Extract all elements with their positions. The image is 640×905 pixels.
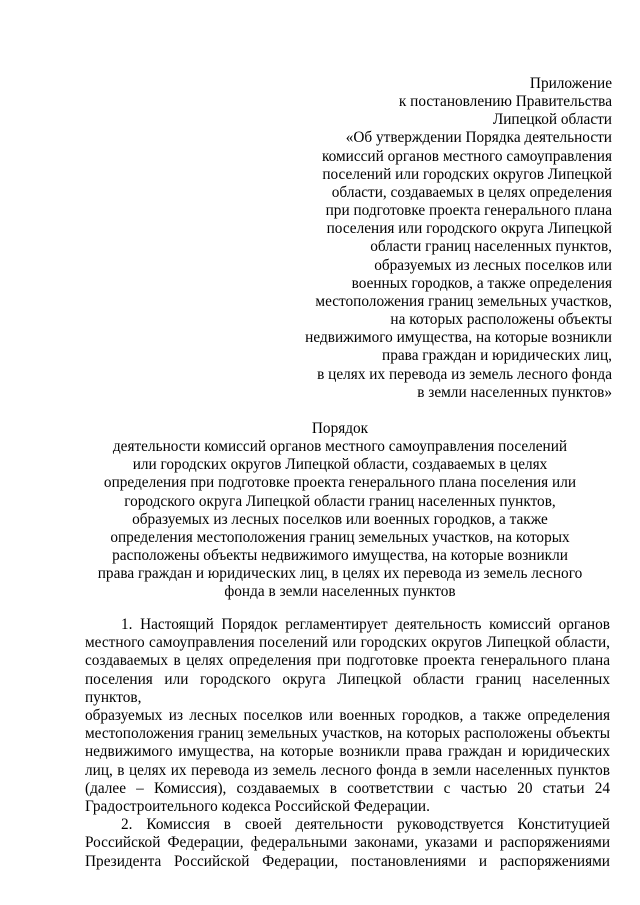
title-line: деятельности комиссий органов местного самоуправления поселений — [112, 438, 568, 456]
title-line: определения при подготовке проекта генерального плана поселения или — [103, 474, 577, 492]
appendix-line: военных городков, а также определения — [351, 274, 612, 292]
title-line: или городских округов Липецкой области, создаваемых в целях — [132, 456, 548, 474]
paragraph-line: образуемых из лесных поселков или военных городков, а также определения — [85, 707, 610, 725]
appendix-line: к постановлению Правительства — [398, 93, 612, 111]
appendix-line: в целях их перевода из земель лесного фонда — [317, 365, 612, 383]
paragraph-line: местоположения границ земельных участков, на которых расположены объекты — [85, 725, 610, 743]
title-line: расположены объекты недвижимого имущества, на которые возникли — [112, 547, 568, 565]
paragraph-line: поселения или городского округа Липецкой области границ населенных пунктов, — [85, 670, 610, 706]
document-title — [95, 420, 585, 602]
paragraph-2 — [85, 816, 610, 871]
appendix-line: поселений или городских округов Липецкой — [322, 165, 612, 183]
paragraph-line: недвижимого имущества, на которые возникли права граждан и юридических — [85, 743, 610, 761]
paragraph-line: Президента Российской Федерации, постановлениями и распоряжениями — [85, 852, 610, 870]
paragraph-line: 1. Настоящий Порядок регламентирует деятельность комиссий органов — [121, 616, 610, 633]
paragraph-1 — [85, 616, 610, 816]
appendix-line: области границ населенных пунктов, — [370, 238, 612, 256]
appendix-line: местоположения границ земельных участков, — [315, 292, 612, 310]
paragraph-line: Российской Федерации, федеральными законами, указами и распоряжениями — [85, 834, 610, 852]
document-body — [85, 616, 610, 871]
title-heading: Порядок — [311, 420, 369, 437]
appendix-line: при подготовке проекта генерального плана — [325, 202, 612, 220]
appendix-line: Приложение — [529, 75, 612, 92]
appendix-header — [272, 75, 612, 402]
appendix-line: недвижимого имущества, на которые возникли — [305, 329, 612, 347]
paragraph-line: создаваемых в целях определения при подготовке проекта генерального плана — [85, 652, 610, 670]
paragraph-line: лиц, в целях их перевода из земель лесного фонда в земли населенных пунктов — [85, 761, 610, 779]
paragraph-line: Градостроительного кодекса Российской Федерации. — [85, 798, 430, 816]
appendix-line: в земли населенных пунктов» — [417, 383, 612, 401]
appendix-line: области, создаваемых в целях определения — [331, 183, 612, 201]
appendix-line: на которых расположены объекты — [390, 311, 612, 329]
title-line: образуемых из лесных поселков или военных городков, а также — [132, 510, 548, 528]
paragraph-line: местного самоуправления поселений или городских округов Липецкой области, — [85, 634, 610, 652]
appendix-line: образуемых из лесных поселков или — [374, 256, 612, 274]
paragraph-line: (далее – Комиссия), создаваемых в соответствии с частью 20 статьи 24 — [85, 779, 610, 797]
appendix-line: «Об утверждении Порядка деятельности — [345, 129, 612, 147]
appendix-line: права граждан и юридических лиц, — [382, 347, 612, 365]
paragraph-line: 2. Комиссия в своей деятельности руководствуется Конституцией — [121, 816, 610, 834]
title-line: городского округа Липецкой области границ населенных пунктов, — [124, 492, 556, 510]
appendix-line: поселения или городского округа Липецкой — [326, 220, 612, 238]
title-line: определения местоположения границ земельных участков, на которых — [110, 528, 570, 546]
title-line: фонда в земли населенных пунктов — [224, 583, 456, 601]
appendix-line: Липецкой области — [492, 111, 612, 129]
appendix-line: комиссий органов местного самоуправления — [321, 147, 612, 165]
title-line: права граждан и юридических лиц, в целях их перевода из земель лесного — [97, 565, 583, 583]
